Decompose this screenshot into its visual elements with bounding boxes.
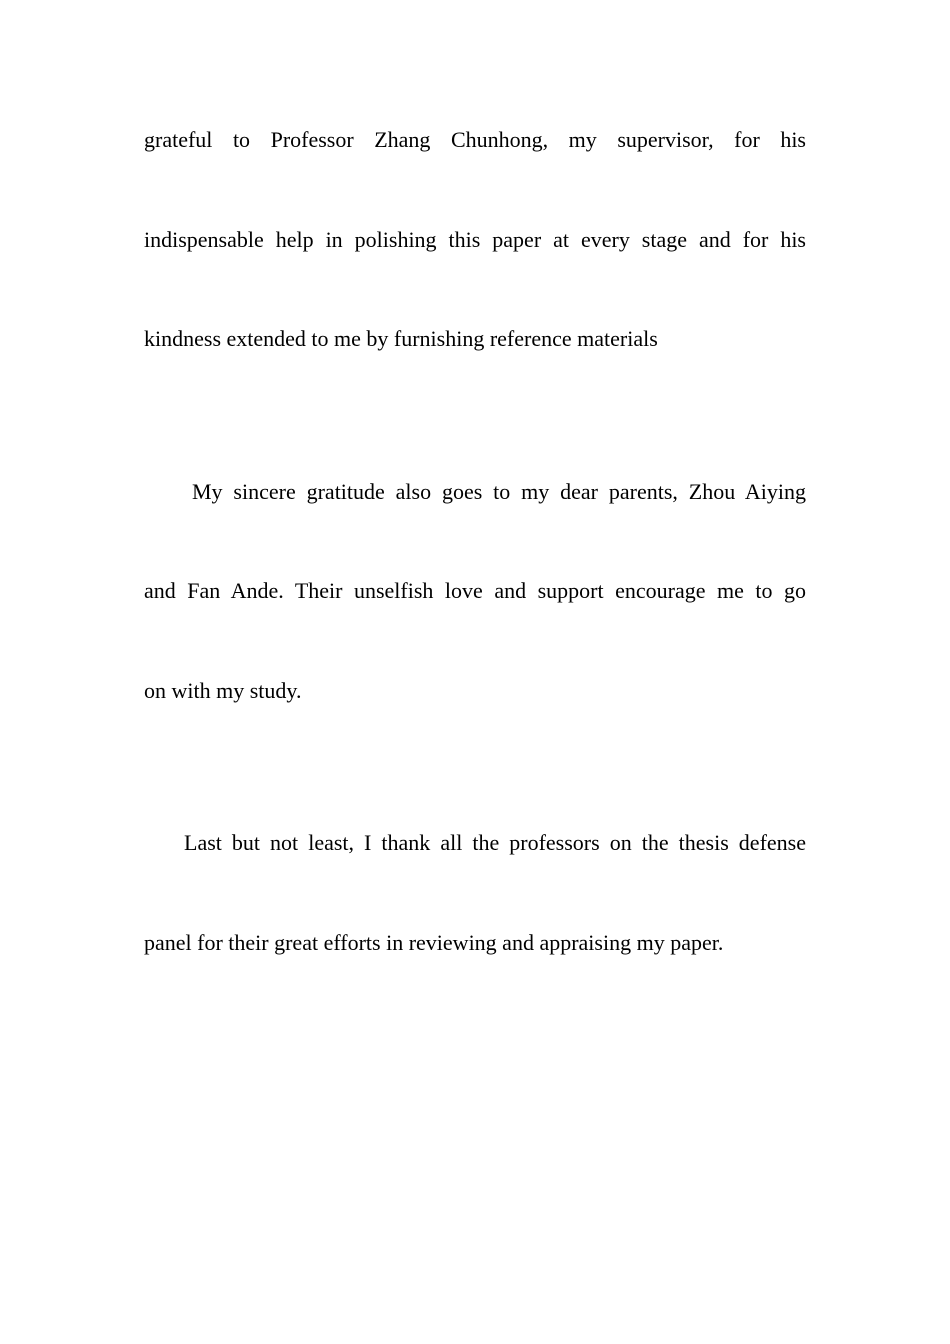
paragraph-1-line-3: kindness extended to me by furnishing reference materials [144,326,658,351]
paragraph-2-line-2: and Fan Ande. Their unselfish love and support encourage me to go [144,578,806,603]
paragraph-2-line-1: My sincere gratitude also goes to my dear parents, Zhou Aiying [192,479,806,504]
paragraph-1-line-1: grateful to Professor Zhang Chunhong, my supervisor, for his [144,127,806,152]
paragraph-3-line-1: Last but not least, I thank all the professors on the thesis defense [184,830,806,855]
paragraph-1-line-2: indispensable help in polishing this paper at every stage and for his [144,227,806,252]
paragraph-2-line-3: on with my study. [144,678,302,703]
paragraph-3-line-2: panel for their great efforts in reviewing and appraising my paper. [144,930,724,955]
